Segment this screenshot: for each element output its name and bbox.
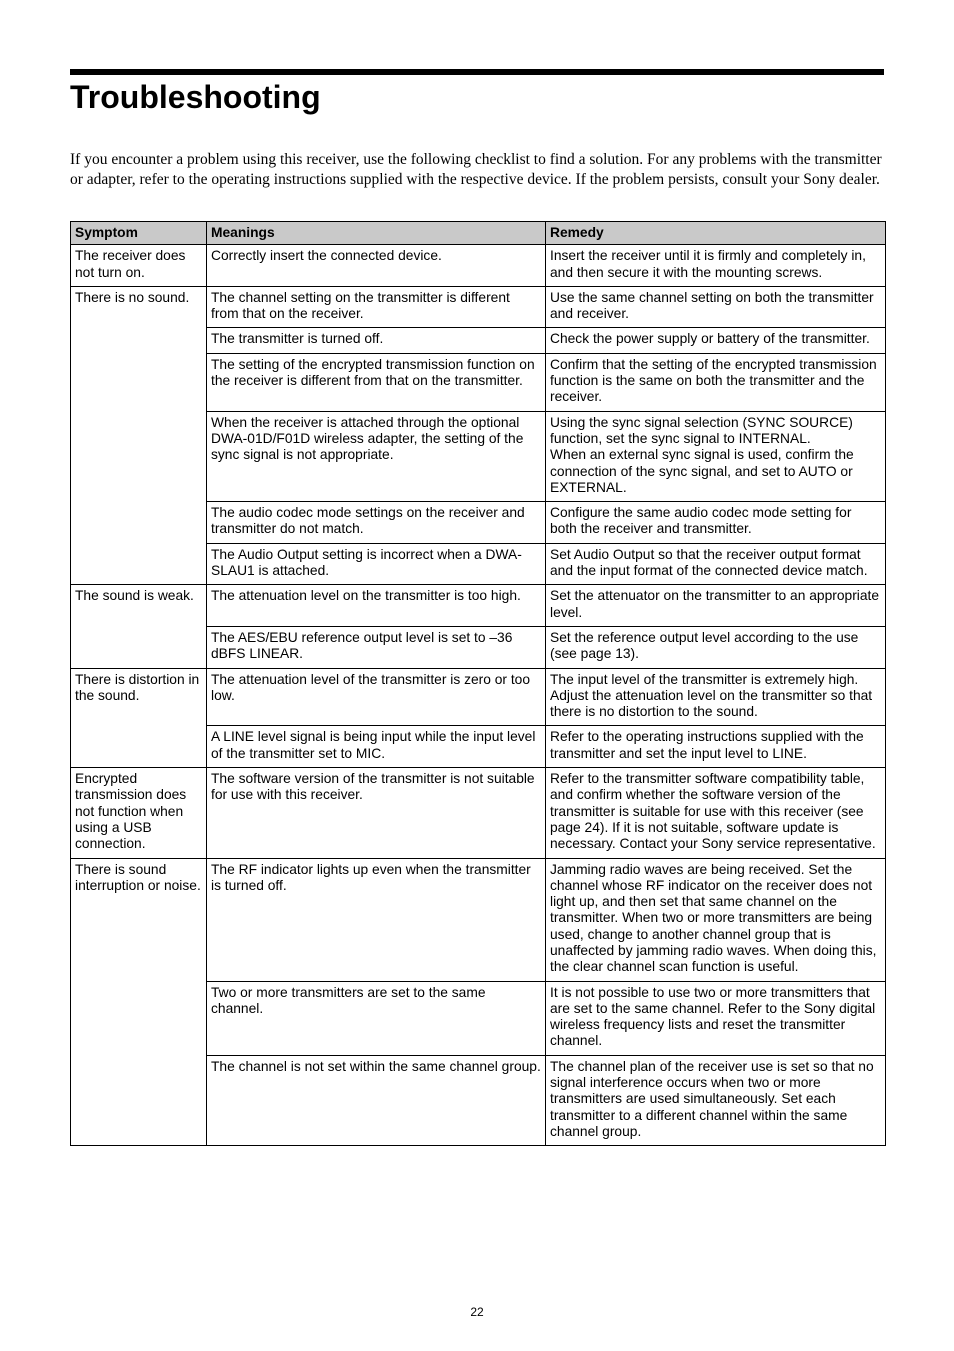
meaning-cell: The channel is not set within the same channel group. [207,1055,546,1145]
page-title: Troubleshooting [70,79,321,115]
title-rule [70,69,884,75]
meaning-cell: When the receiver is attached through the optional DWA-01D/F01D wireless adapter, the setting of the sync signal is not appropriate. [207,411,546,501]
symptom-cell: There is no sound. [71,286,207,584]
remedy-cell [546,286,886,328]
page-number: 22 [470,1305,484,1319]
table-row [71,668,886,726]
table-row [71,858,886,981]
remedy-line: Using the sync signal selection (SYNC SOURCE) function, set the sync signal to INTERNAL. [550,414,853,446]
meaning-cell: The software version of the transmitter is not suitable for use with this receiver. [207,768,546,858]
remedy-cell [546,668,886,726]
remedy-line: Set Audio Output so that the receiver output format and the input format of the connected device match. [550,546,868,579]
table-row [71,768,886,858]
remedy-line: Refer to the operating instructions supplied with the transmitter and set the input level to LINE. [550,729,864,761]
header-meanings: Meanings [207,222,546,245]
remedy-line: Confirm that the setting of the encrypted transmission function is the same on both the transmitter and the receiver. [550,356,877,405]
meaning-cell: Two or more transmitters are set to the same channel. [207,981,546,1055]
symptom-cell: The receiver does not turn on. [71,245,207,287]
meaning-cell: The RF indicator lights up even when the transmitter is turned off. [207,858,546,981]
remedy-cell [546,543,886,585]
remedy-cell [546,768,886,858]
remedy-line: Jamming radio waves are being received. Set the channel whose RF indicator on the receiver does not light up, and then set that same channel on the transmitter. When two or more transmitters are being used, change to another channel group that is unaffected by jamming radio waves. When doing this, the clear channel scan function is useful. [550,861,877,975]
meaning-cell: The audio codec mode settings on the receiver and transmitter do not match. [207,502,546,544]
meaning-cell: A LINE level signal is being input while the input level of the transmitter set to MIC. [207,726,546,768]
remedy-cell [546,502,886,544]
meaning-cell: The setting of the encrypted transmission function on the receiver is different from that on the transmitter. [207,353,546,411]
remedy-cell [546,858,886,981]
meaning-cell: The attenuation level of the transmitter is zero or too low. [207,668,546,726]
table-row [71,585,886,627]
table-body [71,245,886,1146]
remedy-cell [546,585,886,627]
remedy-line: When an external sync signal is used, confirm the connection of the sync signal, and set to AUTO or EXTERNAL. [550,447,854,495]
remedy-cell [546,328,886,353]
remedy-line: It is not possible to use two or more transmitters that are set to the same channel. Refer to the Sony digital wireless frequency lists and reset the transmitter channel. [550,984,876,1049]
remedy-line: Check the power supply or battery of the transmitter. [550,331,870,347]
meaning-cell: The transmitter is turned off. [207,328,546,353]
header-symptom: Symptom [71,222,207,245]
remedy-line: Configure the same audio codec mode setting for both the receiver and transmitter. [550,505,852,537]
remedy-cell [546,245,886,287]
remedy-cell [546,1055,886,1145]
remedy-cell [546,353,886,411]
table-header-row [71,222,886,245]
remedy-line: Insert the receiver until it is firmly and completely in, and then secure it with the mounting screws. [550,248,866,280]
intro-paragraph: If you encounter a problem using this receiver, use the following checklist to find a solution. For any problems with the transmitter or adapter, refer to the operating instructions supplied with the respective device. If the problem persists, consult your Sony dealer. [70,151,882,188]
table-row [71,245,886,287]
remedy-line: Set the attenuator on the transmitter to an appropriate level. [550,588,880,620]
remedy-line: The channel plan of the receiver use is set so that no signal interference occurs when two or more transmitters are used simultaneously. Set each transmitter to a different channel within the same channel group. [550,1058,874,1139]
table-row [71,286,886,328]
troubleshooting-table [70,221,886,1146]
meaning-cell: The channel setting on the transmitter is different from that on the receiver. [207,286,546,328]
symptom-cell: The sound is weak. [71,585,207,668]
header-remedy: Remedy [546,222,886,245]
symptom-cell: Encrypted transmission does not function when using a USB connection. [71,768,207,858]
meaning-cell: The Audio Output setting is incorrect when a DWA-SLAU1 is attached. [207,543,546,585]
meaning-cell: The attenuation level on the transmitter is too high. [207,585,546,627]
remedy-cell [546,981,886,1055]
remedy-cell [546,726,886,768]
remedy-line: Set the reference output level according to the use (see page 13). [550,629,859,662]
meaning-cell: The AES/EBU reference output level is set to –36 dBFS LINEAR. [207,626,546,668]
remedy-line: Refer to the transmitter software compatibility table, and confirm whether the software version of the transmitter is suitable for use with this receiver (see page 24). If it is not suitable, software update is necessary. Contact your Sony service representative. [550,771,876,852]
remedy-line: The input level of the transmitter is extremely high. Adjust the attenuation level on the transmitter so that there is no distortion to the sound. [550,671,873,720]
symptom-cell: There is distortion in the sound. [71,668,207,767]
remedy-cell [546,626,886,668]
remedy-line: Use the same channel setting on both the transmitter and receiver. [550,289,874,322]
remedy-cell [546,411,886,501]
meaning-cell: Correctly insert the connected device. [207,245,546,287]
symptom-cell: There is sound interruption or noise. [71,858,207,1146]
